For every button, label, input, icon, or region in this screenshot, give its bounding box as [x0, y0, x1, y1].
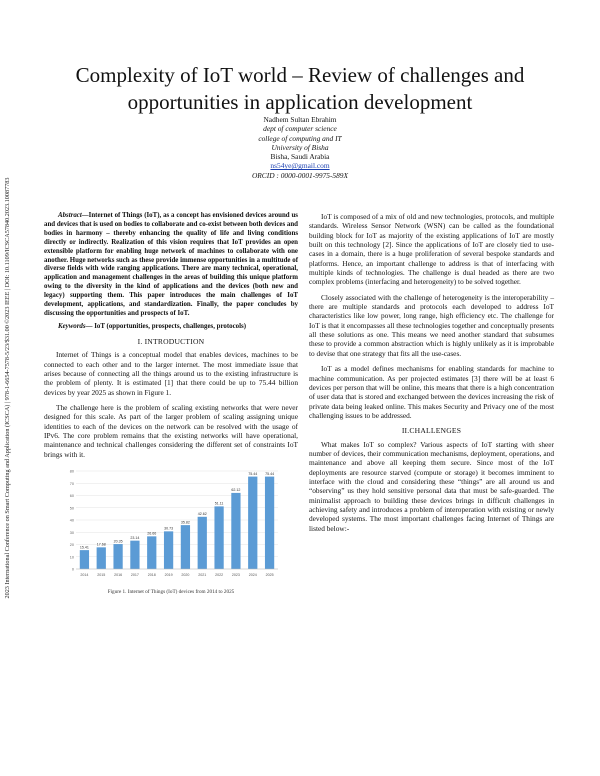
author-dept: dept of computer science — [263, 124, 337, 134]
bar-value-label: 75.44 — [248, 471, 258, 476]
author-email[interactable]: ns54ye@gmail.com — [270, 161, 330, 171]
bar — [198, 517, 207, 569]
right-paragraph-4: What makes IoT so complex? Various aspects of IoT starting with sheer number of devices, their communication mechanisms, deployment, operations, and maintenance and above all keeping them secure. Since most of the IoT deployments are resource starved (compute or storage) it becomes imminent to interface with the cloud and considering these “things” are all around us and “observing” us they hold sensitive personal data that must be safe-guarded. The minimalist approach to building these devices brings in difficult challenges in achieving safety and introduces a problem of interoperation with existing or newly developed systems. The most important challenges facing Internet of Things are listed below:- — [309, 439, 554, 533]
figure-1-chart — [44, 467, 298, 597]
bar-value-label: 62.12 — [231, 488, 241, 493]
x-tick-label: 2016 — [114, 573, 123, 577]
abstract — [44, 212, 298, 319]
bar-value-label: 20.35 — [113, 539, 123, 544]
y-tick-label: 40 — [69, 518, 74, 523]
x-tick-label: 2014 — [80, 573, 89, 577]
bar-value-label: 35.82 — [180, 520, 190, 525]
author-college: college of computing and IT — [258, 133, 342, 143]
y-tick-label: 80 — [69, 469, 74, 474]
bar — [231, 493, 240, 569]
x-tick-label: 2021 — [198, 573, 207, 577]
bar-value-label: 75.44 — [265, 471, 275, 476]
keywords-text: IoT (opportunities, prospects, challenges, protocols) — [94, 322, 246, 330]
author-city: Bisha, Saudi Arabia — [270, 152, 330, 162]
bar-value-label: 15.41 — [79, 545, 89, 550]
intro-paragraph-2: The challenge here is the problem of scaling existing networks that were never designed for this scale. As part of the larger problem of scaling assigning unique identities to each of the devices on the network can be resolved with the usage of IPv6. The core problem remains that the existing networks will have operational, maintenance and technical challenges considering the different set of constraints IoT brings with it. — [44, 402, 298, 459]
author-university: University of Bisha — [271, 142, 329, 152]
keywords-label: Keywords— — [58, 322, 93, 330]
bar-chart-svg — [62, 467, 282, 585]
intro-paragraph-1: Internet of Things is a conceptual model that enables devices, machines to be connected to each other and to the larger internet. The most immediate issue that arises because of connecting all the things around us to the existing infrastructure is the problem of plenty. It is estimated [1] that there could be up to 75.44 billion devices by year 2025 as shown in Figure 1. — [44, 350, 298, 397]
keywords — [44, 322, 298, 331]
x-tick-label: 2015 — [97, 573, 106, 577]
x-tick-label: 2022 — [215, 573, 224, 577]
section-heading-introduction: I. INTRODUCTION — [137, 336, 205, 346]
section-heading-challenges: II.CHALLENGES — [401, 426, 462, 436]
x-tick-label: 2018 — [147, 573, 156, 577]
right-column — [309, 212, 554, 533]
bar — [130, 541, 139, 569]
bar — [265, 477, 274, 569]
bar — [214, 506, 223, 569]
y-tick-label: 30 — [69, 530, 74, 535]
bar-value-label: 42.62 — [197, 511, 207, 516]
figure-1-caption: Figure 1. Internet of Things (IoT) devices from 2014 to 2025 — [107, 589, 235, 595]
author-name: Nadhem Sultan Ebrahim — [263, 115, 337, 124]
bar — [97, 547, 106, 569]
x-tick-label: 2017 — [130, 573, 139, 577]
paper-title: Complexity of IoT world – Review of challenges and opportunities in application development — [75, 63, 525, 114]
abstract-label: Abstract— — [58, 212, 89, 219]
author-block — [150, 115, 450, 180]
bar — [248, 477, 257, 569]
y-tick-label: 60 — [69, 494, 74, 498]
conference-side-banner: 2023 International Conference on Smart Computing and Application (ICSCA) | 978-1-6654-7578-5/23/$31.00 ©2023 IEEE | DOI: 10.1109/ICSCA57840.2023.10087783 — [4, 177, 11, 599]
author-orcid: ORCID : 0000-0001-9975-589X — [251, 170, 349, 180]
bar-value-label: 30.73 — [164, 526, 174, 531]
bar-value-label: 26.66 — [147, 531, 157, 536]
bar — [164, 531, 173, 569]
bar-value-label: 23.14 — [130, 535, 140, 540]
x-tick-label: 2023 — [231, 573, 240, 577]
y-tick-label: 20 — [69, 543, 74, 547]
bar — [113, 544, 122, 569]
y-tick-label: 0 — [71, 567, 74, 572]
x-tick-label: 2019 — [164, 573, 173, 577]
bar — [80, 550, 89, 569]
bar-value-label: 17.68 — [96, 542, 106, 547]
x-tick-label: 2025 — [265, 573, 274, 577]
abstract-text: Internet of Things (IoT), as a concept has envisioned devices around us and devices that is used on bodies to collaborate and co-exist between both devices and bodies in harmony – thereby enhancing the quality of life and living conditions directly or indirectly. Realization of this vision requires that IoT provides an open extensible platform for enabling huge network of machines to collaborate with one another. Huge networks such as these provide immense opportunities in a multitude of diverse fields with wide ranging applications. There are many technical, operational, application and management challenges in the areas of building this unique platform owing to the diversity in the kind of applications and the devices (both new and legacy) supporting them. This paper introduces the main challenges of IoT development, applications, and standardization. Finally, the paper concludes by discussing the opportunities and prospects of IoT. — [44, 212, 298, 317]
bar-value-label: 51.11 — [214, 501, 224, 506]
right-paragraph-3: IoT as a model defines mechanisms for enabling standards for machine to machine communication. As per projected estimates [3] there will be at least 6 devices per person that will be online, this means that there is a high concentration of user data that is stored and exchanged between the devices increasing the risk of private data being leaked online. This makes Security and Privacy one of the most challenging issues to be addressed. — [309, 364, 554, 420]
right-paragraph-1: IoT is composed of a mix of old and new technologies, protocols, and multiple standards. Wireless Sensor Network (WSN) can be called as the foundational building block for IoT as majority of the existing applications of IoT are mostly built on this technology [2]. Since the applications of IoT are closely tied to use-cases in a domain, there is a huge proliferation of several bespoke standards and platforms. Hence, an important challenge to address is that of interfacing with multiple kinds of technologies. The challenge is dual headed as there are two complex problems (interfacing and heterogeneity) to be solved together. — [309, 212, 554, 287]
right-paragraph-2: Closely associated with the challenge of heterogeneity is the interoperability – there are multiple standards and protocols each developed to address IoT characteristics like low power, long range, high efficiency etc. The challenge for IoT is that it encompasses all these technologies together and conceptually presents all these solutions as one. This means we need another standard that subsumes these to provide a common abstraction which is highly unlikely as it is improbable to devise that one strategy that fits all the use-cases. — [309, 292, 554, 358]
bar — [147, 536, 156, 569]
y-tick-label: 10 — [69, 555, 74, 560]
x-tick-label: 2020 — [181, 573, 190, 577]
bar — [181, 525, 190, 569]
y-tick-label: 50 — [69, 506, 74, 511]
x-tick-label: 2024 — [248, 573, 257, 577]
y-tick-label: 70 — [69, 481, 74, 486]
left-column — [44, 212, 298, 597]
